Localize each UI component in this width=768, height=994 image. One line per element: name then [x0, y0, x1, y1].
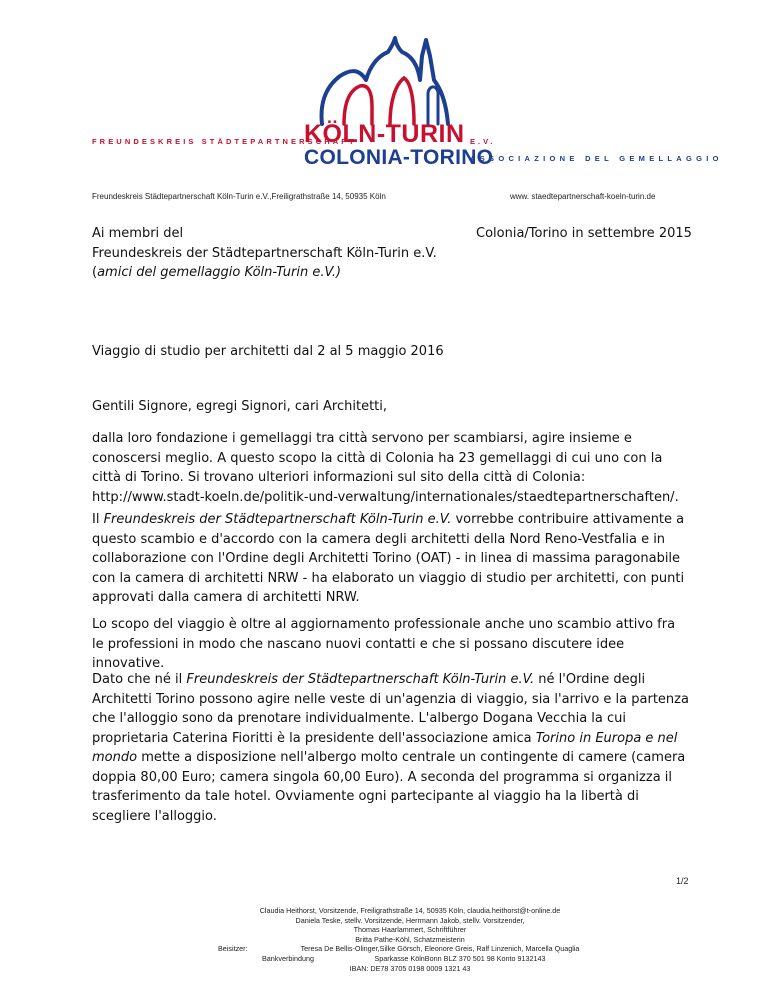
org-name-left: FREUNDESKREIS STÄDTEPARTNERSCHAFT: [92, 137, 357, 146]
footer-line-6: Bankverbindung Sparkasse KölnBonn BLZ 370 501 98 Konto 9132143: [262, 953, 546, 963]
footer-line-3: Thomas Haarlammert, Schriftführer: [353, 925, 467, 935]
footer-line-2: Daniela Teske, stellv. Vorsitzende, Herrmann Jakob, stellv. Vorsitzender,: [295, 915, 525, 925]
bank-label: Bankverbindung: [262, 953, 314, 963]
paragraph-2: Il Freundeskreis der Städtepartnerschaft Köln-Turin e.V. vorrebbe contribuire attivamente a questo scambio e d'accordo con la camera degli architetti della Nord Reno-Vestfalia e in collaborazione con l'Ordine degli Architetti Torino (OAT) - in linea di massima paragonabile con la camera di architetti NRW - ha elaborato un viaggio di studio per architetti, con punti approvati dalla camera di architetti NRW.: [92, 512, 685, 605]
place-date: Colonia/Torino in settembre 2015: [476, 226, 692, 241]
footer-line-1: Claudia Heithorst, Vorsitzende, Freiligrathstraße 14, 50935 Köln, claudia.heithorst@t-online.de: [259, 906, 561, 915]
page-number: 1/2: [676, 876, 689, 886]
colonia-torino-wordmark: COLONIA-TORINO: [304, 146, 494, 169]
paragraph-3: Lo scopo del viaggio è oltre al aggiornamento professionale anche uno scambio attivo fra le professioni in modo che nascano nuovi contatti e che si possano discutere idee innovative.: [92, 617, 676, 671]
recipient-line-3: (amici del gemellaggio Köln-Turin e.V.): [92, 265, 342, 280]
beisitzer-label: Beisitzer:: [218, 944, 248, 954]
sender-address-line: Freundeskreis Städtepartnerschaft Köln-Turin e.V.,Freiligrathstraße 14, 50935 Köln: [92, 192, 386, 201]
footer-line-7: IBAN: DE78 3705 0198 0009 1321 43: [349, 963, 471, 973]
recipient-line-2: Freundeskreis der Städtepartnerschaft Köln-Turin e.V.: [92, 245, 437, 261]
koln-turin-wordmark: KÖLN-TURIN: [304, 120, 465, 148]
salutation: Gentili Signore, egregi Signori, cari Architetti,: [92, 399, 388, 414]
paragraph-4: Dato che né il Freundeskreis der Städtepartnerschaft Köln-Turin e.V. né l'Ordine degli Architetti Torino possono agire nelle veste di un'agenzia di viaggio, sia l'arrivo e la partenza che l'alloggio sono da prenotare individualmente. L'albergo Dogana Vecchia la cui proprietaria Caterina Fioritti è la presidente dell'associazione amica Torino in Europa e nel mondo mette a disposizione nell'albergo molto centrale un contingente di camere (camera doppia 80,00 Euro; camera singola 60,00 Euro). A seconda del programma si organizza il trasferimento da tale hotel. Ovviamente ogni partecipante al viaggio ha la libertà di scegliere l'alloggio.: [92, 672, 689, 824]
associazione-label: ASSOCIAZIONE DEL GEMELLAGGIO: [470, 154, 723, 163]
website-link[interactable]: www. staedtepartnerschaft-koeln-turin.de: [510, 192, 656, 201]
subject-line: Viaggio di studio per architetti dal 2 al 5 maggio 2016: [92, 344, 444, 359]
ev-label: E.V.: [470, 137, 496, 146]
paragraph-1: dalla loro fondazione i gemellaggi tra città servono per scambiarsi, agire insieme e conoscersi meglio. A questo scopo la città di Colonia ha 23 gemellaggi di cui uno con la città di Torino. Si trovano ulteriori informazioni sul sito della città di Colonia: http://www.stadt-koeln.de/politik-und-verwaltung/internationales/staedtepartnerschaften/.: [92, 431, 679, 505]
recipient-block: [92, 224, 492, 283]
footer-block: [200, 906, 620, 973]
footer-line-4: Britta Pathe-Köhl, Schatzmeisterin: [355, 934, 465, 944]
footer-line-5: Beisitzer: Teresa De Bellis-Olinger,Silke Görsch, Eleonore Greis, Ralf Linzenich, Marcella Quaglia: [218, 944, 580, 954]
recipient-line-1: Ai membri del: [92, 226, 184, 241]
